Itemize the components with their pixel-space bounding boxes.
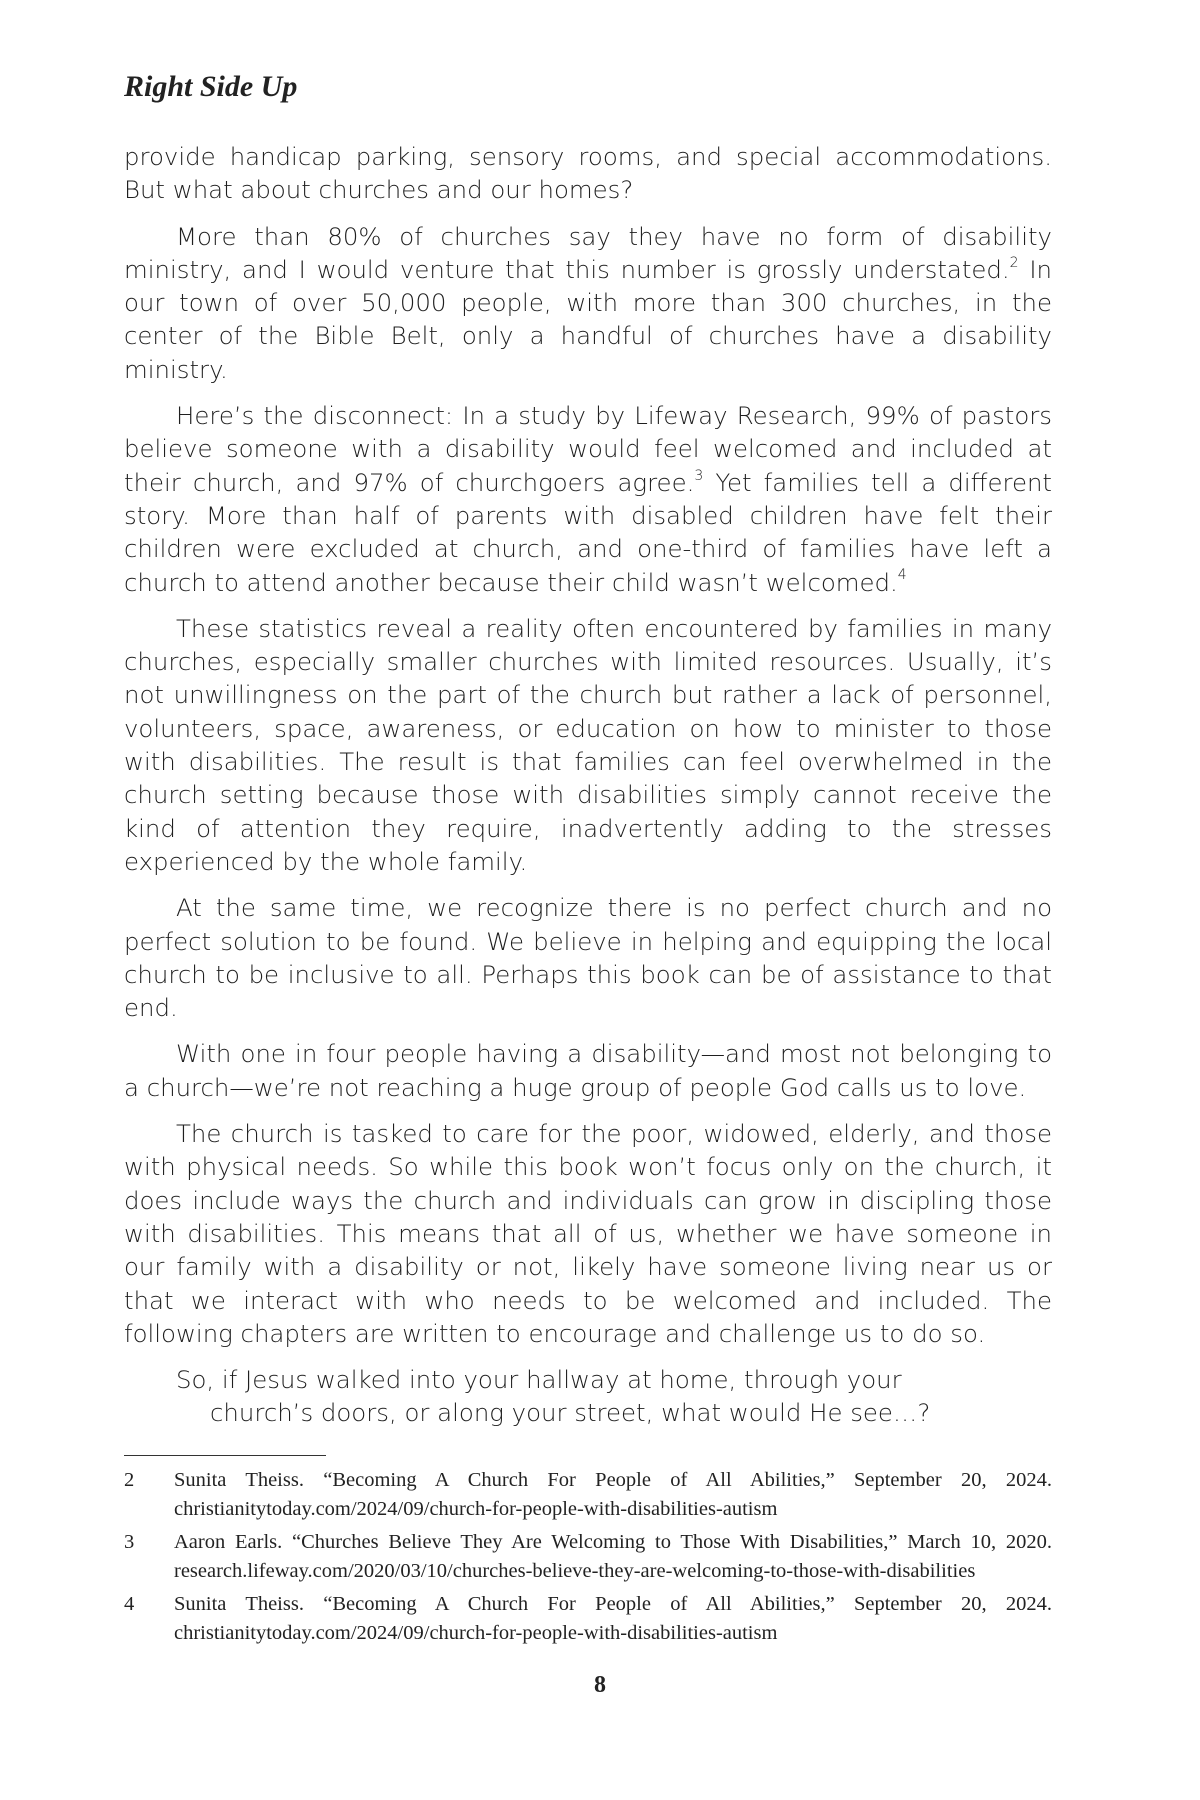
footnote [124,1466,1052,1523]
running-head: Right Side Up [124,70,298,103]
footnote-ref[interactable]: 4 [897,567,907,584]
paragraph: At the same time, we recognize there is no perfect church and no perfect solution to be found. We believe in helping and equipping the local church to be inclusive to all. Perhaps this book can be of assistance to that end. [124,893,1052,1023]
paragraph: The church is tasked to care for the poor, widowed, elderly, and those with physical needs. So while this book won’t focus only on the church, it does include ways the church and individuals can grow in discipling those with disabilities. This means that all of us, whether we have someone in our family with a disability or not, likely have someone living near us or that we interact with who needs to be welcomed and included. The following chapters are written to encourage and challenge us to do so. [124,1119,1052,1348]
paragraph: With one in four people having a disability—and most not belonging to a church—we’re not reaching a huge group of people God calls us to love. [124,1039,1052,1102]
closing-question: So, if Jesus walked into your hallway at home, through your church’s doors, or along your street, what would He see…? [176,1365,931,1428]
footnote-text: Sunita Theiss. “Becoming A Church For People of All Abilities,” September 20, 2024. christianitytoday.com/2024/09/church-for-people-with-disabilities-autism [174,1593,1052,1644]
footnote-number: 4 [124,1593,135,1616]
page-number: 8 [594,1672,606,1698]
body-text [124,140,1052,1443]
footnote-text: Aaron Earls. “Churches Believe They Are Welcoming to Those With Disabilities,” March 10, 2020. research.lifeway.com/2020/03/10/churches-believe-they-are-welcoming-to-those-with-disabilities [174,1531,1052,1582]
footnote-text: Sunita Theiss. “Becoming A Church For People of All Abilities,” September 20, 2024. christianitytoday.com/2024/09/church-for-people-with-disabilities-autism [174,1469,1052,1520]
paragraph: Here’s the disconnect: In a study by Lifeway Research, 99% of pastors believe someone with a disability would feel welcomed and included at their church, and 97% of churchgoers agree.$^3$ Yet families tell a different story. More than half of parents with disabled children have felt their children were excluded at church, and one-third of families have left a church to attend another because their child wasn’t welcomed.$^4$ [124,401,1052,597]
footnote-divider [124,1455,326,1456]
footnote [124,1590,1052,1647]
footnote-number: 2 [124,1469,135,1491]
paragraph: These statistics reveal a reality often encountered by families in many churches, especially smaller churches with limited resources. Usually, it’s not unwillingness on the part of the church but rather a lack of personnel, volunteers, space, awareness, or education on how to minister to those with disabilities. The result is that families can feel overwhelmed in the church setting because those with disabilities simply cannot receive the kind of attention they require, inadvertently adding to the stresses experienced by the whole family. [124,613,1052,876]
footnote [124,1528,1052,1585]
footnotes [124,1466,1052,1653]
paragraph: provide handicap parking, sensory rooms, and special accommodations. But what about churches and our homes? [124,142,1052,205]
footnote-number: 3 [124,1531,135,1554]
paragraph: More than 80% of churches say they have no form of disability ministry, and I would venture that this number is grossly understated.$^2$ In our town of over 50,000 people, with more than 300 churches, in the center of the Bible Belt, only a handful of churches have a disability ministry. [124,221,1052,384]
footnote-ref[interactable]: 3 [694,467,704,484]
footnote-ref[interactable]: 2 [1009,254,1019,271]
